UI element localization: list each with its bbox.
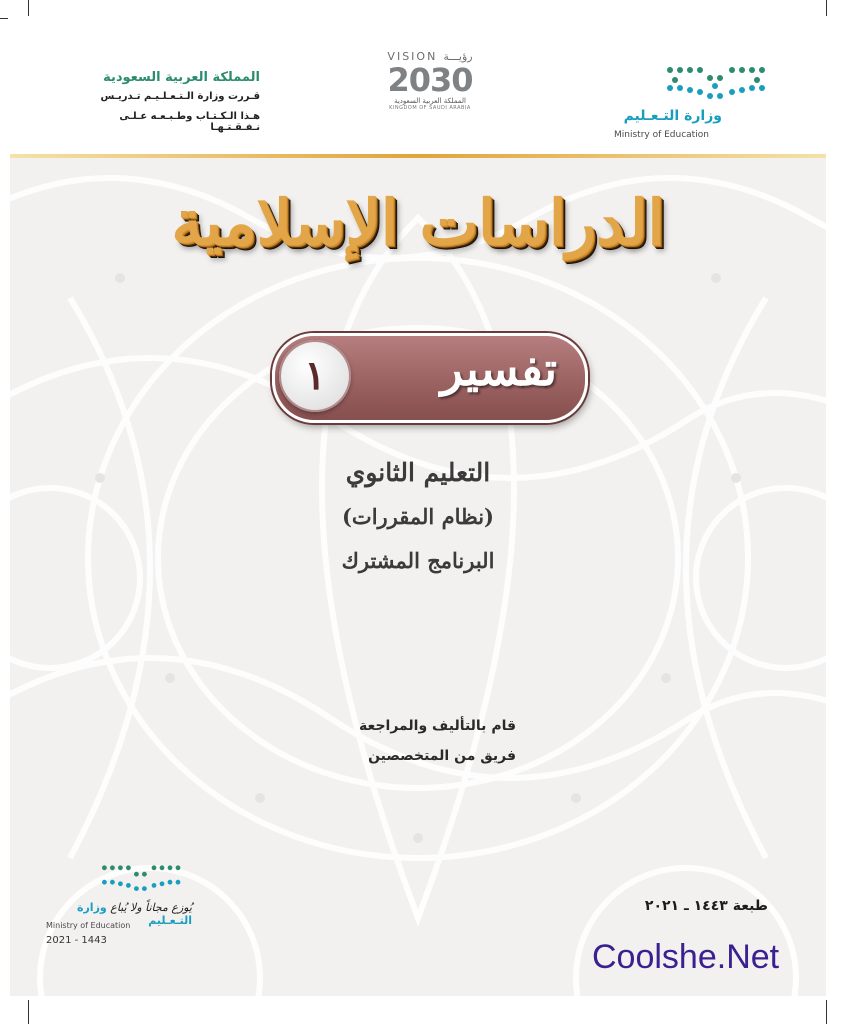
program-name: البرنامج المشترك xyxy=(341,548,495,573)
moe-dots-icon xyxy=(662,64,772,104)
moe-name-ar: وزارة التـعـليم xyxy=(623,108,722,124)
crop-mark xyxy=(28,0,29,16)
book-cover xyxy=(10,18,826,996)
free-distribution-note: يُوزع مجاناً ولا يُباع xyxy=(110,901,192,914)
crop-mark xyxy=(28,1000,29,1024)
subject-name: تفسير xyxy=(440,342,557,396)
education-stage: التعليم الثانوي xyxy=(345,458,491,487)
vision-kingdom-ar: المملكة العربية السعودية xyxy=(394,97,466,105)
footer-moe-green-name: وزارة التـعـليم xyxy=(76,901,192,927)
moe-dots-icon xyxy=(94,863,190,895)
authors-line: فريق من المتخصصين xyxy=(368,748,516,764)
book-title: الدراسات الإسلامية xyxy=(171,186,665,259)
vision-kingdom-en: KINGDOM OF SAUDI ARABIA xyxy=(389,105,471,111)
printing-line: هـذا الـكـتـاب وطـبـعـه عـلـى نـفـقـتـهـا xyxy=(119,111,260,133)
footer-moe-logo xyxy=(42,863,202,973)
crop-mark xyxy=(826,0,827,16)
volume-number: ١ xyxy=(279,340,351,412)
footer-moe-name-en: Ministry of Education xyxy=(46,921,131,930)
course-system: (نظام المقررات) xyxy=(342,504,494,529)
edition-info: طبعة ١٤٤٣ ـ ٢٠٢١ xyxy=(644,898,768,914)
authorship-line: قام بالتأليف والمراجعة xyxy=(359,718,516,734)
moe-name-en: Ministry of Education xyxy=(614,130,709,140)
ministry-decision-line: قـررت وزارة الـتـعـلـيـم تـدريـس xyxy=(100,91,260,102)
subject-badge xyxy=(272,333,588,423)
kingdom-name: المملكة العربية السعودية xyxy=(103,70,260,85)
vision-label-en: VISION xyxy=(387,50,438,63)
site-watermark: Coolshe.Net xyxy=(592,938,780,976)
footer-years: 2021 - 1443 xyxy=(46,935,107,946)
crop-mark xyxy=(826,1000,827,1024)
vision-2030-logo xyxy=(370,50,490,111)
vision-label-ar: رؤيـــة xyxy=(443,50,473,63)
vision-year: 2030 xyxy=(387,61,473,99)
crop-mark xyxy=(0,18,8,19)
cover-header xyxy=(10,18,826,156)
ksa-ministry-statement xyxy=(70,70,260,133)
